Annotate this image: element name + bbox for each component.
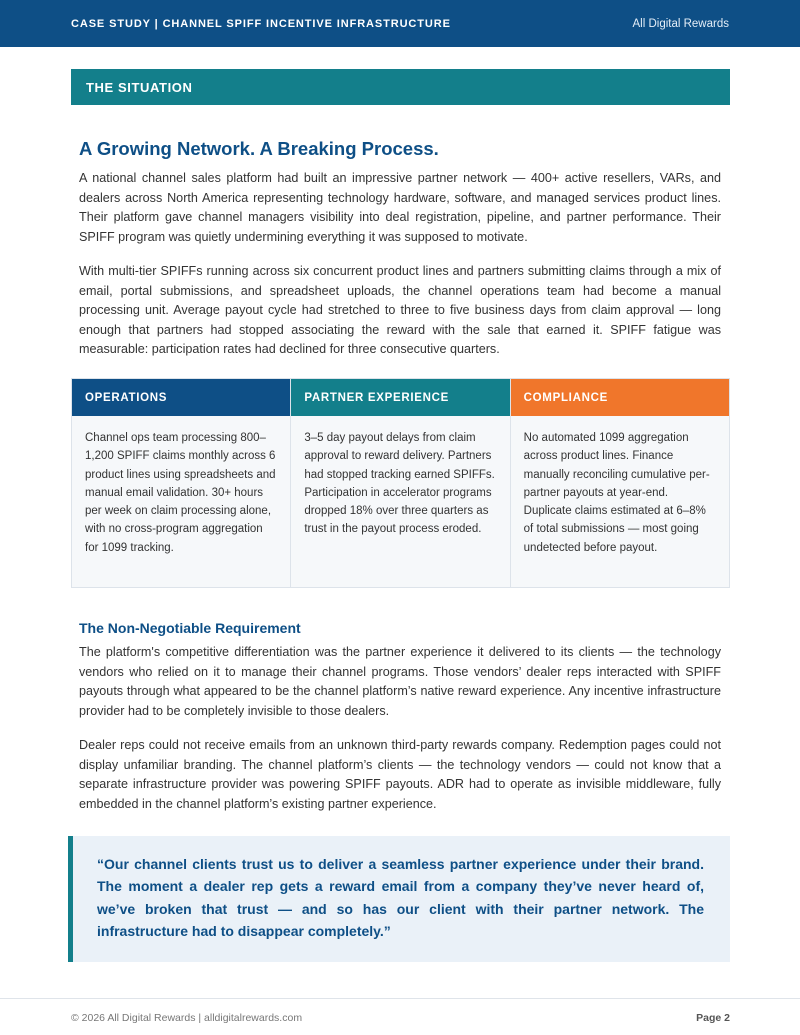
- column-text-compliance: No automated 1099 aggregation across product lines. Finance manually reconciling cumulative per-partner payouts at year-end. Duplicate claims estimated at 6–8% of total submissions — most going undetected before payout.: [523, 432, 710, 554]
- document-title: CASE STUDY | CHANNEL SPIFF INCENTIVE INFRASTRUCTURE: [71, 17, 451, 30]
- sub-heading: The Non-Negotiable Requirement: [79, 620, 301, 636]
- column-title-compliance: COMPLIANCE: [511, 379, 729, 416]
- paragraph-requirements: Dealer reps could not receive emails from an unknown third-party rewards company. Redemption pages could not display unfamiliar branding. The channel platform’s clients — the technology vendors — could not know that a separate infrastructure provider was powering SPIFF payouts. ADR had to operate as invisible middleware, fully embedded in the channel platform’s existing partner experience.: [79, 738, 721, 811]
- header-bar: [0, 0, 800, 47]
- quote-callout: [68, 836, 730, 962]
- column-title-partner-experience: PARTNER EXPERIENCE: [291, 379, 509, 416]
- section-label: THE SITUATION: [71, 69, 730, 105]
- paragraph-differentiation: The platform's competitive differentiation was the partner experience it delivered to its clients — the technology vendors who relied on it to manage their channel programs. Those vendors’ dealer reps interacted with SPIFF payouts through what appeared to be the channel platform’s native reward experience. Any incentive infrastructure provider had to be completely invisible to those dealers.: [79, 645, 721, 718]
- column-partner-experience: [291, 379, 510, 587]
- main-heading: A Growing Network. A Breaking Process.: [79, 138, 439, 159]
- page-number: Page 2: [696, 1012, 730, 1024]
- footer: [71, 1012, 730, 1024]
- column-text-operations: Channel ops team processing 800–1,200 SPIFF claims monthly across 6 product lines using spreadsheets and manual email validation. 30+ hours per week on claim processing alone, with no cross-program aggregation for 1099 tracking.: [85, 432, 276, 554]
- footer-divider: [0, 998, 800, 999]
- brand-name: All Digital Rewards: [632, 17, 729, 30]
- column-title-operations: OPERATIONS: [72, 379, 290, 416]
- column-text-partner-experience: 3–5 day payout delays from claim approval to reward delivery. Partners had stopped tracking earned SPIFFs. Participation in accelerator programs dropped 18% over three quarters as trust in the payout process eroded.: [304, 432, 495, 536]
- column-compliance: [511, 379, 729, 587]
- paragraph-process: With multi-tier SPIFFs running across six concurrent product lines and partners submitting claims through a mix of email, portal submissions, and spreadsheet uploads, the channel operations team had become a manual processing unit. Average payout cycle had stretched to three to five business days from claim approval — long enough that partners had stopped associating the reward with the sale that earned it. SPIFF fatigue was measurable: participation rates had declined for three consecutive quarters.: [79, 264, 721, 357]
- quote-text: “Our channel clients trust us to deliver a seamless partner experience under their brand. The moment a dealer rep gets a reward email from a company they’ve never heard of, we’ve broken that trust — and so has our client with their partner network. The infrastructure had to disappear completely.”: [97, 856, 704, 939]
- footer-copyright: © 2026 All Digital Rewards | alldigitalrewards.com: [71, 1012, 303, 1024]
- column-operations: [72, 379, 291, 587]
- paragraph-intro: A national channel sales platform had built an impressive partner network — 400+ active resellers, VARs, and dealers across North America representing technology hardware, software, and managed services product lines. Their platform gave channel managers visibility into deal registration, pipeline, and partner performance. Their SPIFF program was quietly undermining everything it was supposed to motivate.: [79, 171, 721, 244]
- challenge-columns: [71, 378, 730, 588]
